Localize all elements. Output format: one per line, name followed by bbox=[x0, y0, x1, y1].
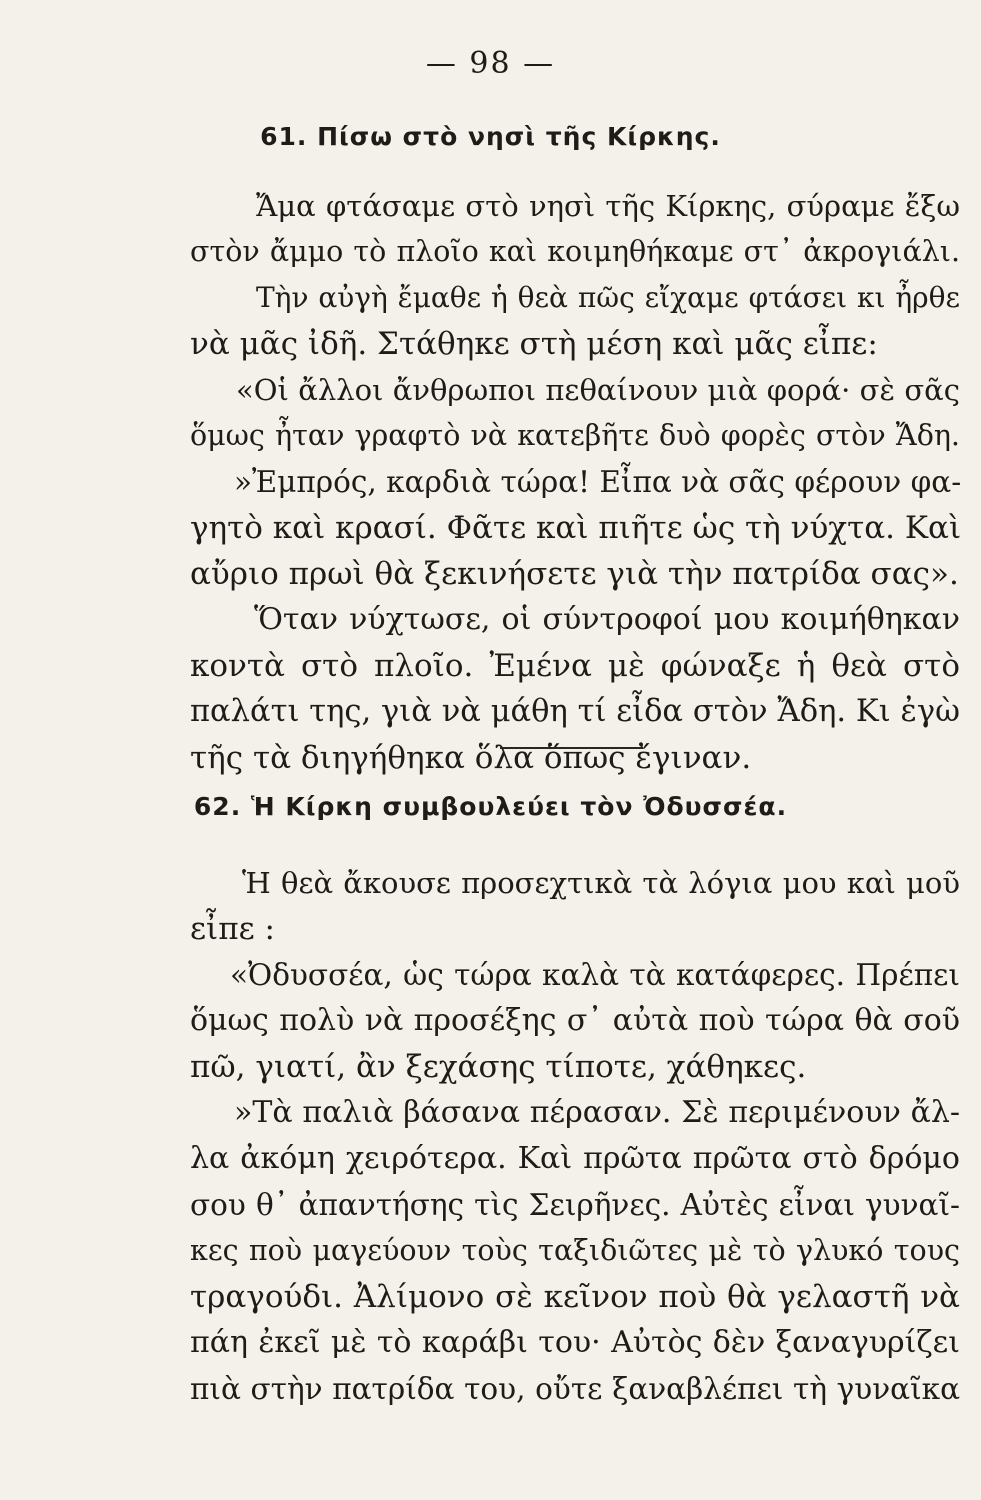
text-line: σου θ᾽ ἀπαντήσης τὶς Σειρῆνες. Αὐτὲς εἶναι γυναῖ- bbox=[190, 1188, 960, 1222]
section-heading-62: 62. Ἡ Κίρκη συμβουλεύει τὸν Ὀδυσσέα. bbox=[193, 792, 788, 821]
text-line: στὸν ἄμμο τὸ πλοῖο καὶ κοιμηθήκαμε στ᾽ ἀκρογιάλι. bbox=[190, 235, 960, 268]
text-line: ὅμως πολὺ νὰ προσέξης σ᾽ αὐτὰ ποὺ τώρα θὰ σοῦ bbox=[190, 1003, 960, 1038]
text-line: λα ἀκόμη χειρότερα. Καὶ πρῶτα πρῶτα στὸ δρόμο bbox=[190, 1141, 960, 1176]
text-line: κες ποὺ μαγεύουν τοὺς ταξιδιῶτες μὲ τὸ γλυκό τους bbox=[190, 1234, 960, 1267]
text-line: Ἄμα φτάσαμε στὸ νησὶ τῆς Κίρκης, σύραμε ἔξω bbox=[256, 189, 960, 223]
text-line: τῆς τὰ διηγήθηκα ὅλα ὅπως ἔγιναν. bbox=[190, 740, 752, 776]
section-divider bbox=[500, 747, 643, 749]
text-line: »Τὰ παλιὰ βάσανα πέρασαν. Σὲ περιμένουν ἄλ- bbox=[234, 1095, 960, 1130]
text-line: γητὸ καὶ κρασί. Φᾶτε καὶ πιῆτε ὡς τὴ νύχτα. Καὶ bbox=[190, 510, 962, 546]
text-line: πιὰ στὴν πατρίδα του, οὔτε ξαναβλέπει τὴ γυναῖκα bbox=[190, 1372, 960, 1406]
text-line: εἶπε : bbox=[190, 911, 275, 947]
text-line: »Ἐμπρός, καρδιὰ τώρα! Εἶπα νὰ σᾶς φέρουν φα- bbox=[234, 465, 962, 499]
text-line: «Οἱ ἄλλοι ἄνθρωποι πεθαίνουν μιὰ φορά· σὲ σᾶς bbox=[236, 373, 960, 407]
section-heading-61: 61. Πίσω στὸ νησὶ τῆς Κίρκης. bbox=[260, 122, 721, 151]
text-line: Τὴν αὐγὴ ἔμαθε ἡ θεὰ πῶς εἴχαμε φτάσει κι ἦρθε bbox=[256, 281, 960, 314]
page-number: — 98 — bbox=[425, 46, 556, 81]
text-line: ὅμως ἦταν γραφτὸ νὰ κατεβῆτε δυὸ φορὲς στὸν Ἄδη. bbox=[190, 419, 960, 452]
text-line: Ἡ θεὰ ἄκουσε προσεχτικὰ τὰ λόγια μου καὶ μοῦ bbox=[242, 866, 960, 900]
text-line: νὰ μᾶς ἰδῆ. Στάθηκε στὴ μέση καὶ μᾶς εἶπε: bbox=[190, 326, 878, 362]
text-line: πῶ, γιατί, ἂν ξεχάσης τίποτε, χάθηκες. bbox=[190, 1049, 807, 1085]
text-line: Ὅταν νύχτωσε, οἱ σύντροφοί μου κοιμήθηκαν bbox=[254, 602, 960, 637]
text-line: παλάτι της, γιὰ νὰ μάθη τί εἶδα στὸν Ἄδη. Κι ἐγὼ bbox=[190, 694, 960, 729]
text-line: αὔριο πρωὶ θὰ ξεκινήσετε γιὰ τὴν πατρίδα σας». bbox=[190, 556, 959, 592]
text-line: τραγούδι. Ἀλίμονο σὲ κεῖνον ποὺ θὰ γελαστῆ νὰ bbox=[190, 1279, 960, 1315]
section-body-61 bbox=[190, 183, 960, 781]
section-body-62 bbox=[190, 860, 960, 1412]
text-line: «Ὀδυσσέα, ὡς τώρα καλὰ τὰ κατάφερες. Πρέπει bbox=[230, 958, 960, 992]
text-line: πάη ἐκεῖ μὲ τὸ καράβι του· Αὐτὸς δὲν ξαναγυρίζει bbox=[190, 1325, 960, 1360]
text-line: κοντὰ στὸ πλοῖο. Ἐμένα μὲ φώναξε ἡ θεὰ στὸ bbox=[190, 648, 960, 684]
